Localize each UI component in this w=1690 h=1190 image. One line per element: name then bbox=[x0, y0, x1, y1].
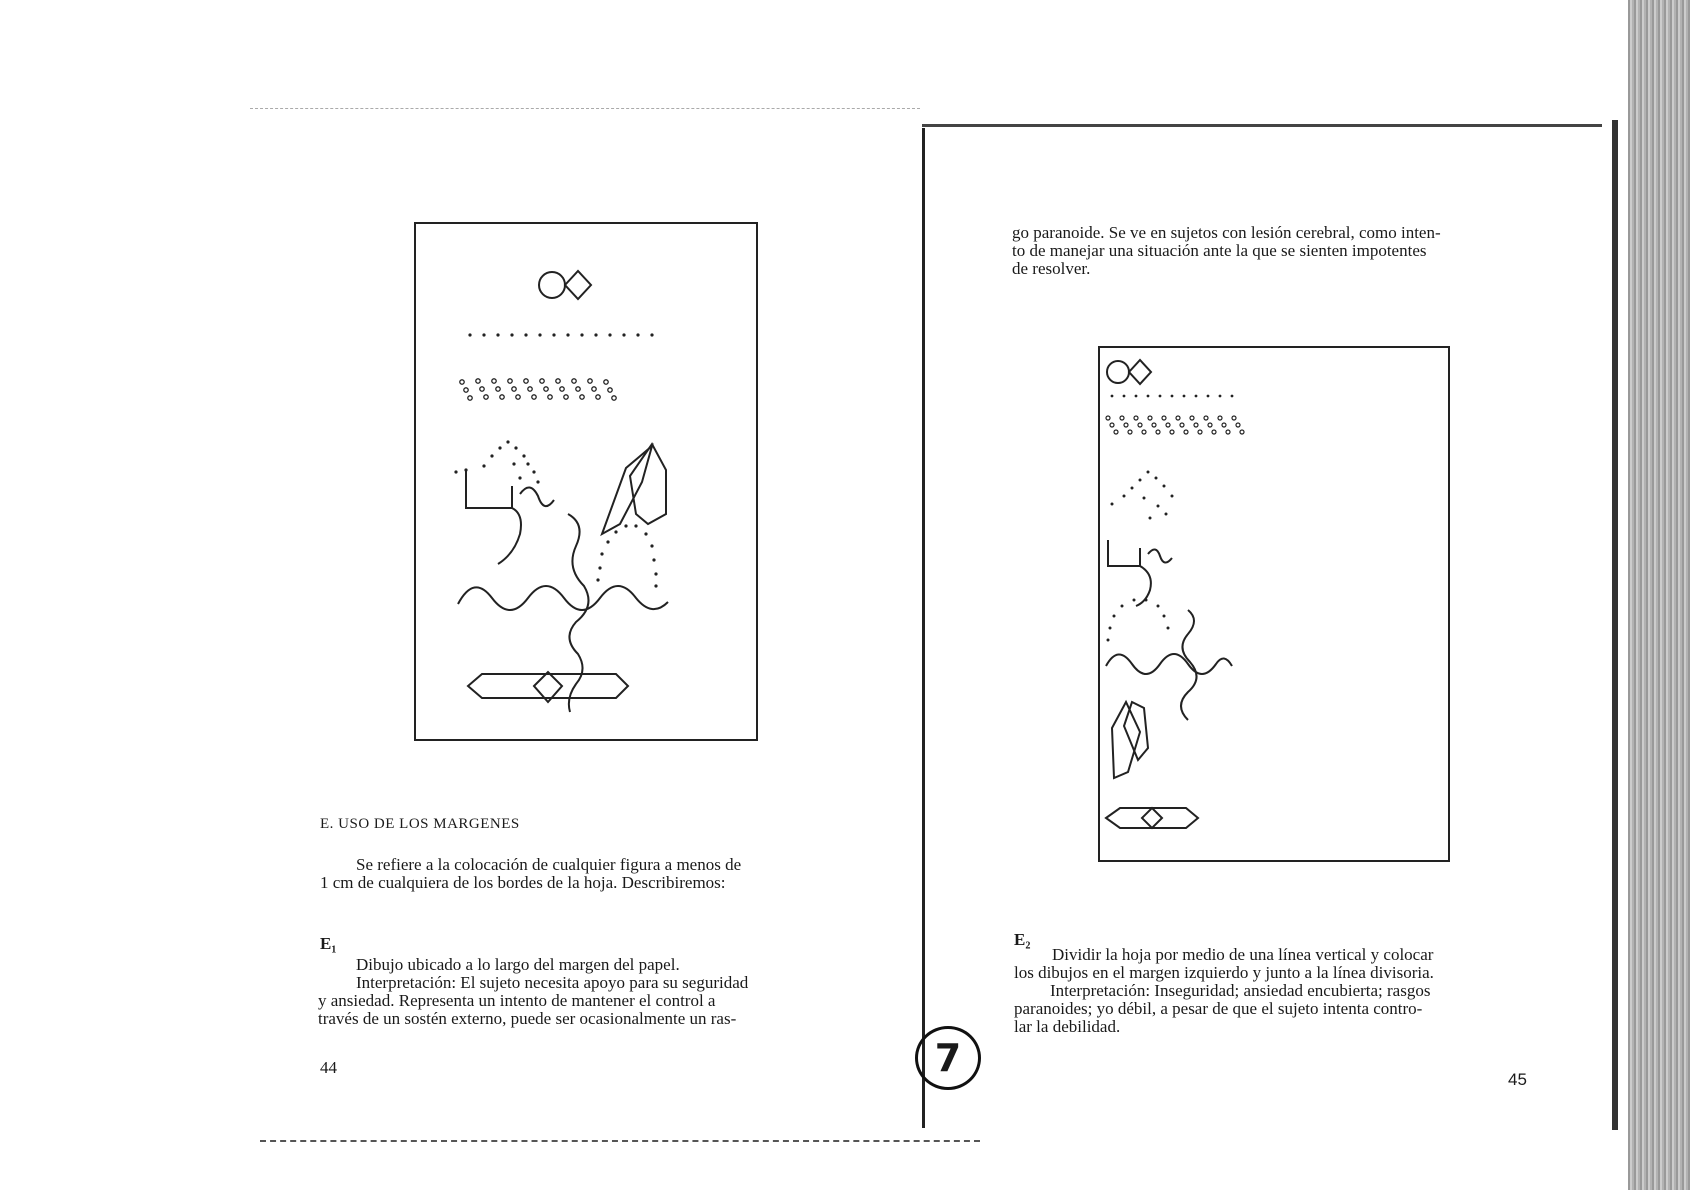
body-line: través de un sostén externo, puede ser ocasionalmente un ras- bbox=[318, 1009, 737, 1028]
dotted-arrowhead bbox=[454, 440, 539, 483]
section-heading: E. USO DE LOS MARGENES bbox=[320, 816, 520, 832]
book-spine-divider bbox=[922, 128, 925, 1128]
body-line: Dibujo ubicado a lo largo del margen del papel. bbox=[356, 955, 680, 974]
right-bender-figure-drawing bbox=[1098, 346, 1450, 862]
body-line: Interpretación: El sujeto necesita apoyo para su seguridad bbox=[356, 973, 749, 992]
dot-row bbox=[1111, 395, 1234, 398]
body-line: lar la debilidad. bbox=[1014, 1017, 1121, 1036]
right-page-edge bbox=[1612, 120, 1618, 1130]
small-circle-columns bbox=[1106, 416, 1244, 434]
short-wave bbox=[1148, 549, 1172, 562]
body-line: paranoides; yo débil, a pesar de que el sujeto intenta contro- bbox=[1014, 999, 1423, 1018]
top-scan-border-left bbox=[250, 108, 920, 110]
hexagon-right bbox=[630, 444, 666, 524]
small-circle-columns bbox=[460, 379, 616, 400]
bottom-scan-border bbox=[260, 1140, 980, 1143]
dotted-arrowhead bbox=[1111, 471, 1174, 520]
scanner-edge-shadow bbox=[1628, 0, 1690, 1190]
intro-line: Se refiere a la colocación de cualquier figura a menos de bbox=[356, 855, 742, 874]
hexagon-left bbox=[1112, 702, 1140, 778]
bell-curve-stroke bbox=[498, 508, 521, 564]
dot-row bbox=[468, 333, 653, 336]
top-scan-border-right bbox=[922, 124, 1602, 127]
horizontal-wave bbox=[458, 586, 668, 610]
body-line: y ansiedad. Representa un intento de mantener el control a bbox=[318, 991, 716, 1010]
body-line: Interpretación: Inseguridad; ansiedad encubierta; rasgos bbox=[1050, 981, 1431, 1000]
intro-line: 1 cm de cualquiera de los bordes de la hoja. Describiremos: bbox=[320, 873, 726, 892]
continuation-line: go paranoide. Se ve en sujetos con lesión cerebral, como inten- bbox=[1012, 223, 1441, 242]
body-line: los dibujos en el margen izquierdo y junto a la línea divisoria. bbox=[1014, 963, 1434, 982]
e1-body bbox=[318, 956, 830, 1028]
section-label-e1: E₁ bbox=[320, 934, 337, 953]
open-square bbox=[1108, 540, 1140, 566]
page-number-left: 44 bbox=[320, 1058, 337, 1077]
continuation-line: de resolver. bbox=[1012, 259, 1091, 278]
inner-diamond bbox=[1142, 808, 1162, 828]
circle-shape bbox=[1107, 361, 1129, 383]
e2-body bbox=[1014, 946, 1532, 1036]
body-line: Dividir la hoja por medio de una línea vertical y colocar bbox=[1052, 945, 1434, 964]
elongated-hexagon bbox=[468, 674, 628, 698]
open-square bbox=[466, 470, 512, 508]
continuation-line: to de manejar una situación ante la que se sienten impotentes bbox=[1012, 241, 1427, 260]
diamond-shape bbox=[565, 271, 591, 299]
left-bender-figure-drawing bbox=[414, 222, 758, 741]
circle-shape bbox=[539, 272, 565, 298]
section-label-e2: E₂ bbox=[1014, 930, 1031, 949]
page-number-right: 45 bbox=[1508, 1070, 1527, 1089]
handwritten-circled-number: 7 bbox=[915, 1026, 981, 1090]
diamond-shape bbox=[1129, 360, 1151, 384]
hexagon-right bbox=[1124, 702, 1148, 760]
vertical-wave bbox=[568, 514, 589, 712]
elongated-hexagon bbox=[1106, 808, 1198, 828]
intro-paragraph bbox=[320, 856, 832, 892]
continuation-paragraph bbox=[1012, 224, 1532, 278]
bell-curve-stroke bbox=[1136, 566, 1151, 606]
dotted-arch bbox=[596, 524, 657, 587]
short-wave bbox=[520, 487, 554, 506]
horizontal-wave bbox=[1106, 654, 1232, 674]
